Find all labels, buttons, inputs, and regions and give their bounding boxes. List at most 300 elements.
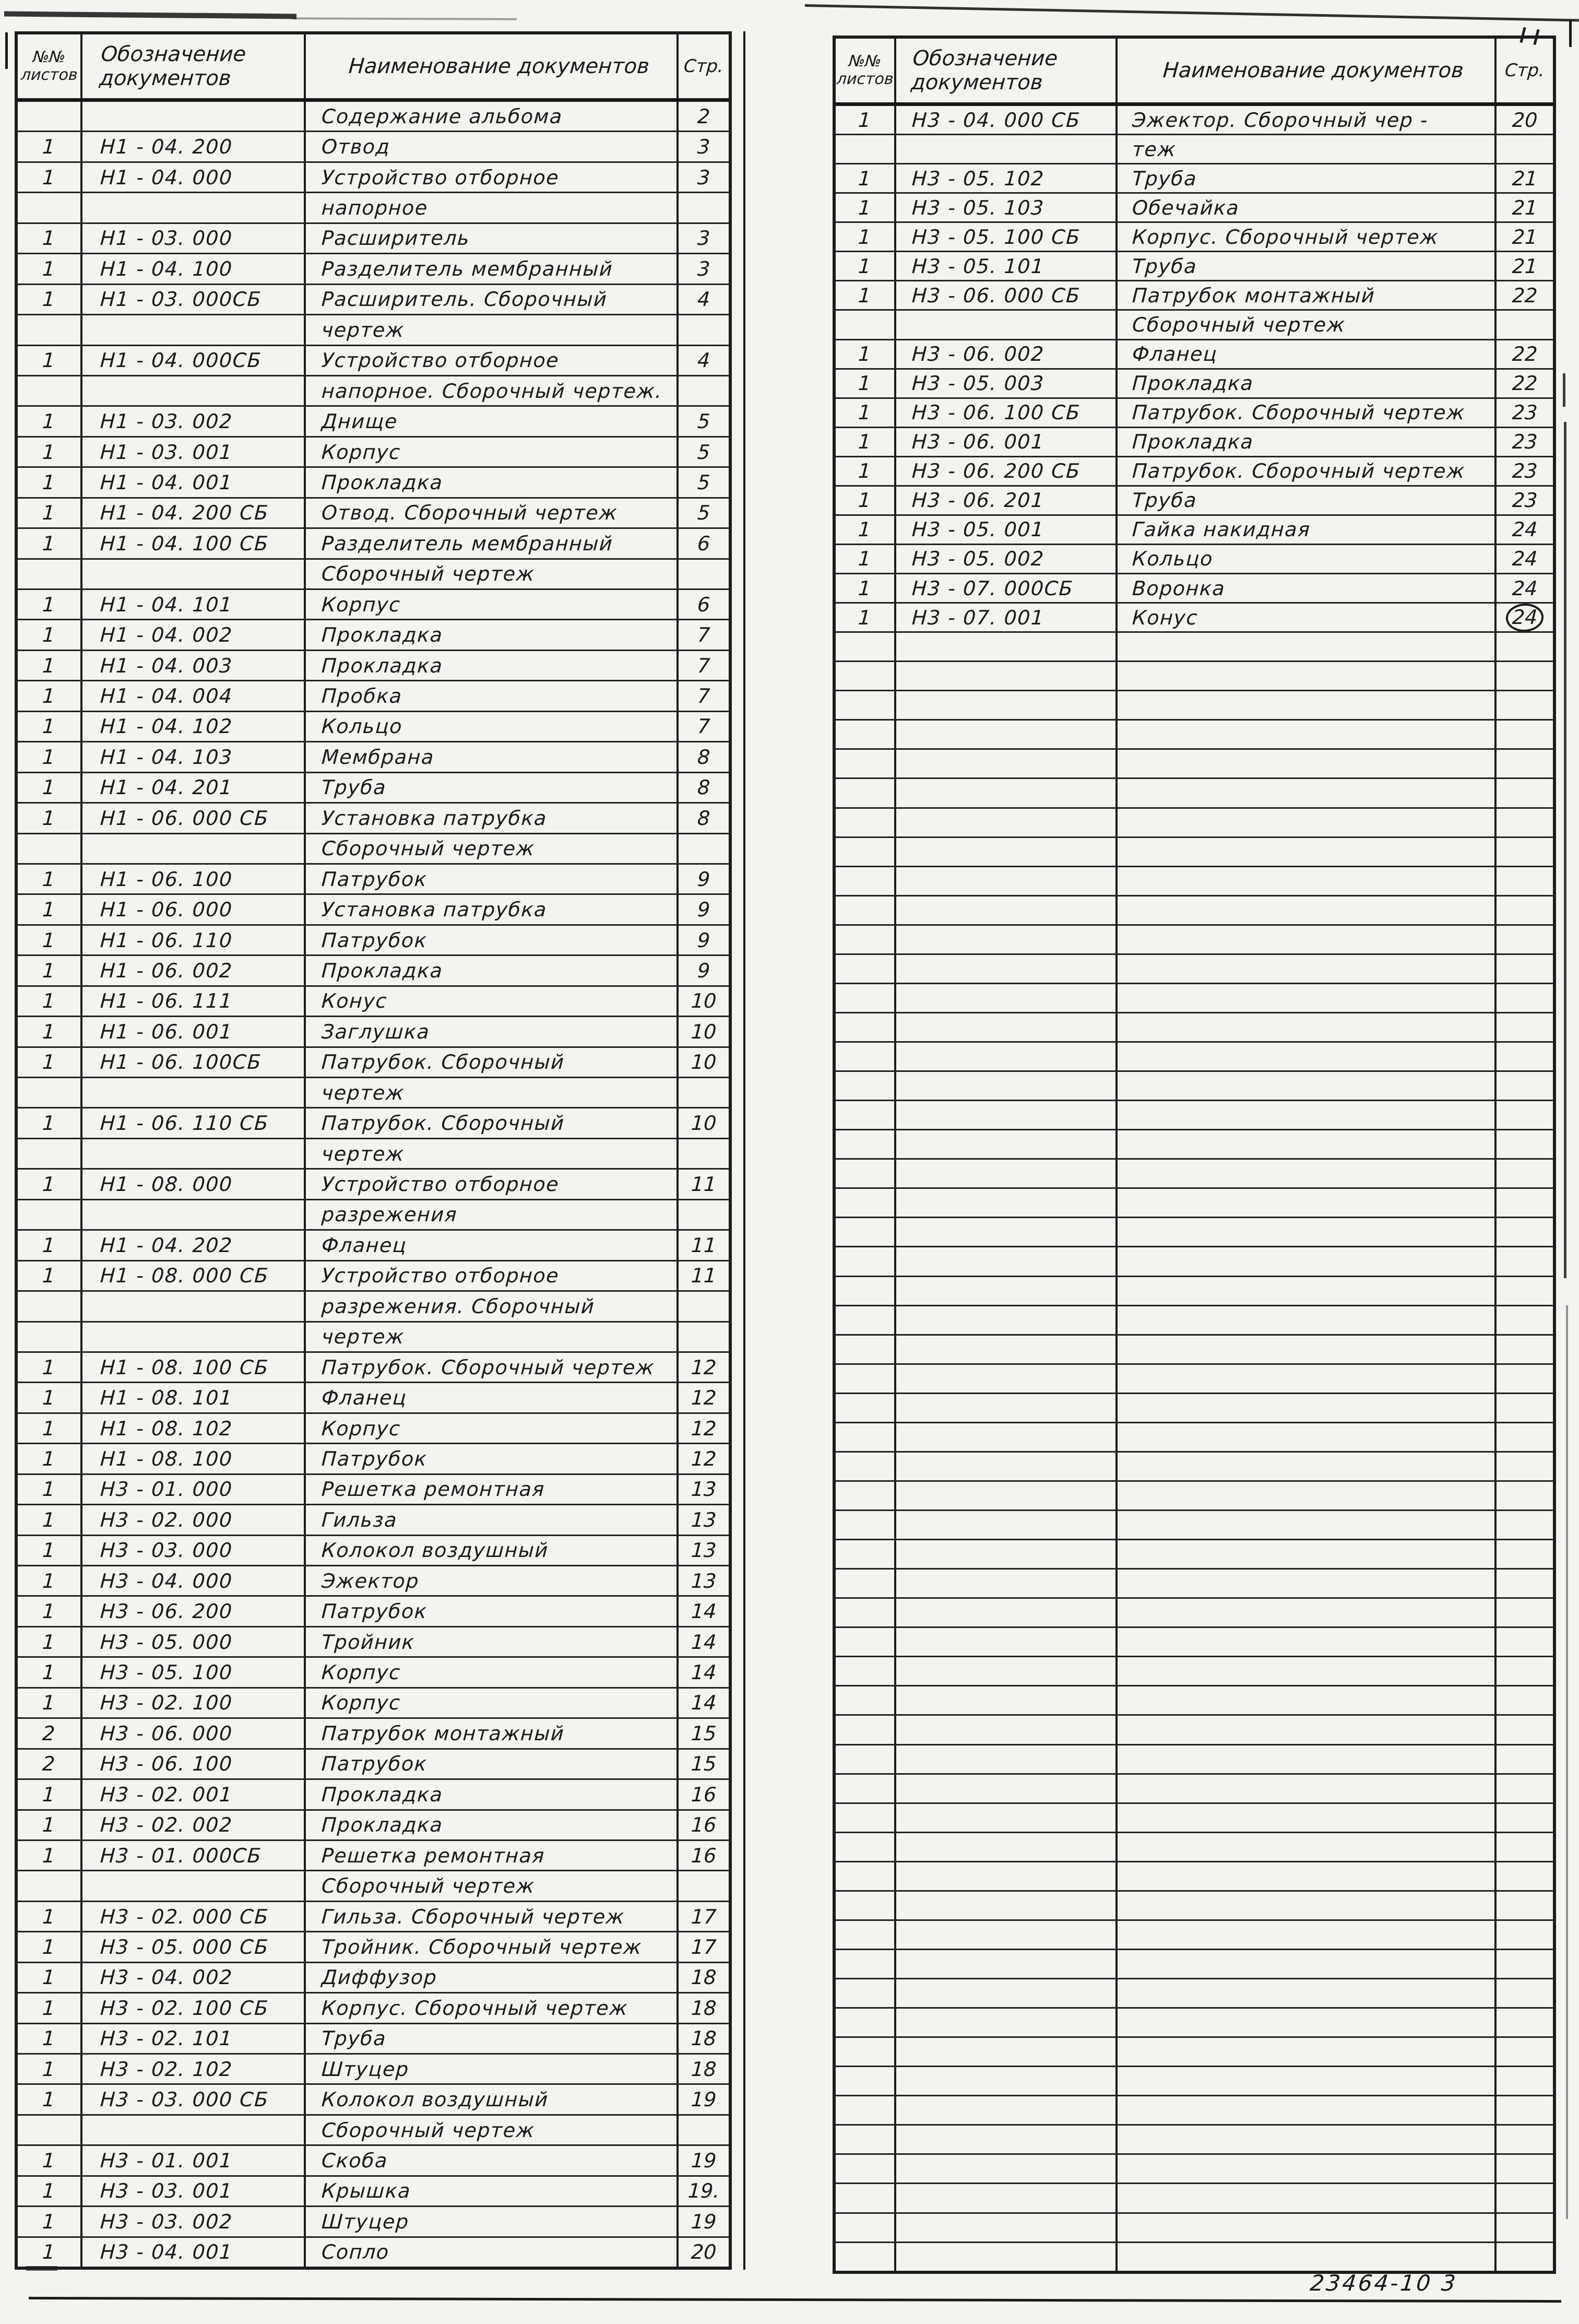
page-cell bbox=[1497, 1657, 1553, 1685]
sheets-count-cell bbox=[836, 1540, 896, 1568]
table-row bbox=[836, 487, 1553, 516]
cell-text: 1 bbox=[858, 401, 872, 424]
page-cell bbox=[1497, 750, 1553, 777]
cell-text: 9 bbox=[696, 867, 711, 891]
designation-cell bbox=[896, 1336, 1118, 1363]
cell-text: Тройник. Сборочный чертеж bbox=[320, 1935, 643, 1959]
name-cell bbox=[306, 1932, 679, 1961]
table-row bbox=[18, 2146, 729, 2176]
designation-cell bbox=[82, 1139, 306, 1168]
name-cell bbox=[306, 987, 679, 1016]
name-cell bbox=[1118, 106, 1497, 134]
table-row bbox=[836, 1540, 1553, 1570]
designation-cell bbox=[896, 1043, 1118, 1070]
name-cell bbox=[306, 1780, 679, 1809]
page-cell bbox=[1497, 1013, 1553, 1041]
sheets-count-cell bbox=[18, 468, 82, 497]
name-cell bbox=[1118, 896, 1497, 924]
designation-cell bbox=[82, 1414, 306, 1443]
cell-text: Штуцер bbox=[320, 2210, 410, 2233]
cell-text: Патрубок. Сборочный чертеж bbox=[320, 1355, 655, 1379]
designation-cell bbox=[82, 2055, 306, 2083]
cell-text: Фланец bbox=[1131, 343, 1218, 366]
designation-cell bbox=[82, 1231, 306, 1259]
designation-cell bbox=[896, 1950, 1118, 1978]
name-cell bbox=[306, 926, 679, 954]
name-cell bbox=[306, 2207, 679, 2236]
cell-text: Патрубок. Сборочный чертеж bbox=[1131, 401, 1466, 424]
page-cell bbox=[679, 1658, 729, 1686]
cell-text: 1 bbox=[42, 806, 56, 830]
cell-text: 21 bbox=[1511, 167, 1538, 190]
page-cell bbox=[1497, 223, 1553, 251]
table-row bbox=[18, 681, 729, 712]
page-cell bbox=[1497, 2067, 1553, 2095]
cell-text: Н1 - 04. 200 bbox=[99, 135, 233, 159]
name-cell bbox=[1118, 2155, 1497, 2183]
cell-text: Н1 - 06. 110 bbox=[99, 928, 233, 952]
page-cell bbox=[679, 1597, 729, 1625]
sheets-count-cell bbox=[836, 2126, 896, 2153]
name-header bbox=[1118, 39, 1497, 102]
designation-cell bbox=[896, 370, 1118, 397]
scan-artifact-corner-tick bbox=[1569, 20, 1572, 47]
name-cell bbox=[1118, 604, 1497, 631]
cell-text: Прокладка bbox=[320, 959, 444, 982]
table-row bbox=[18, 987, 729, 1017]
cell-text: 1 bbox=[42, 1630, 56, 1654]
cell-text: 3 bbox=[696, 135, 711, 159]
cell-text: Н3 - 05. 100 СБ bbox=[911, 225, 1082, 249]
page-cell bbox=[1497, 164, 1553, 192]
cell-text: Отвод. Сборочный чертеж bbox=[320, 501, 619, 525]
cell-text: Н3 - 07. 000СБ bbox=[911, 576, 1074, 600]
page-cell bbox=[679, 2177, 729, 2205]
table-row bbox=[836, 281, 1553, 311]
table-row bbox=[18, 1231, 729, 1261]
name-cell bbox=[306, 1200, 679, 1229]
cell-text: 22 bbox=[1511, 284, 1538, 307]
table-row bbox=[18, 1536, 729, 1566]
cell-text: 11 bbox=[690, 1264, 717, 1288]
cell-text: 7 bbox=[696, 654, 711, 677]
header-label: Обозначение документов bbox=[98, 42, 247, 90]
cell-text: 20 bbox=[690, 2240, 717, 2264]
designation-cell bbox=[82, 560, 306, 588]
sheets-count-cell bbox=[836, 721, 896, 748]
cell-text: Н1 - 04. 003 bbox=[99, 654, 233, 677]
page-cell bbox=[679, 1323, 729, 1351]
designation-cell bbox=[82, 742, 306, 771]
sheets-count-cell bbox=[836, 574, 896, 602]
table-row bbox=[836, 721, 1553, 750]
name-cell bbox=[306, 1597, 679, 1625]
name-cell bbox=[1118, 2126, 1497, 2153]
name-cell bbox=[1118, 662, 1497, 690]
designation-cell bbox=[896, 1686, 1118, 1714]
sheets-count-cell bbox=[18, 956, 82, 985]
cell-text: 1 bbox=[42, 227, 56, 250]
table-row bbox=[836, 2243, 1553, 2271]
designation-cell bbox=[896, 516, 1118, 544]
cell-text: 1 bbox=[858, 167, 872, 190]
table-row bbox=[18, 499, 729, 529]
table-row bbox=[836, 164, 1553, 194]
designation-cell bbox=[82, 804, 306, 832]
sheets-count-cell bbox=[836, 809, 896, 836]
cell-text: 1 bbox=[42, 1844, 56, 1867]
designation-cell bbox=[896, 984, 1118, 1012]
cell-text: 20 bbox=[1511, 108, 1538, 132]
designation-cell bbox=[82, 1048, 306, 1077]
page-cell bbox=[679, 376, 729, 405]
cell-text: 16 bbox=[690, 1813, 717, 1837]
sheets-count-cell bbox=[18, 865, 82, 893]
cell-text: 5 bbox=[696, 470, 711, 494]
sheets-count-cell bbox=[836, 1979, 896, 2007]
cell-text: 23 bbox=[1511, 489, 1538, 512]
name-cell bbox=[1118, 1657, 1497, 1685]
cell-text: Фланец bbox=[320, 1233, 408, 1257]
cell-text: Корпус. Сборочный чертеж bbox=[320, 1996, 629, 2020]
cell-text: 5 bbox=[696, 501, 711, 525]
designation-cell bbox=[896, 1540, 1118, 1568]
sheets-count-cell bbox=[836, 1804, 896, 1832]
page-cell bbox=[679, 438, 729, 466]
sheets-count-cell bbox=[836, 340, 896, 368]
cell-text: чертеж bbox=[320, 318, 405, 341]
designation-cell bbox=[896, 1013, 1118, 1041]
designation-cell bbox=[82, 590, 306, 619]
name-cell bbox=[1118, 2184, 1497, 2212]
cell-text: 1 bbox=[858, 489, 872, 512]
header-label: Наименование документов bbox=[1162, 58, 1465, 82]
table-row bbox=[18, 1170, 729, 1200]
name-cell bbox=[1118, 1453, 1497, 1480]
cell-text: Штуцер bbox=[320, 2057, 410, 2081]
cell-text: Н3 - 06. 201 bbox=[911, 489, 1045, 512]
page-cell bbox=[1497, 1979, 1553, 2007]
cell-text: Патрубок bbox=[320, 1447, 428, 1470]
designation-cell bbox=[896, 487, 1118, 514]
designation-cell bbox=[896, 1745, 1118, 1773]
name-cell bbox=[1118, 487, 1497, 514]
designation-cell bbox=[896, 1862, 1118, 1890]
cell-text: 16 bbox=[690, 1783, 717, 1806]
designation-cell bbox=[896, 809, 1118, 836]
table-row bbox=[836, 1511, 1553, 1540]
cell-text: Корпус bbox=[320, 1661, 401, 1684]
sheets-count-cell bbox=[836, 2214, 896, 2242]
cell-text: 1 bbox=[42, 1996, 56, 2020]
cell-text: 21 bbox=[1511, 225, 1538, 249]
table-row bbox=[18, 1658, 729, 1688]
designation-cell bbox=[896, 340, 1118, 368]
cell-text: Н1 - 04. 202 bbox=[99, 1233, 233, 1257]
page-cell bbox=[679, 285, 729, 314]
table-row bbox=[18, 1108, 729, 1139]
cell-text: 12 bbox=[690, 1355, 717, 1379]
cell-text: Н1 - 06. 111 bbox=[99, 989, 233, 1013]
cell-text: 8 bbox=[696, 745, 711, 769]
name-cell bbox=[1118, 1775, 1497, 1802]
designation-cell bbox=[896, 662, 1118, 690]
name-cell bbox=[1118, 164, 1497, 192]
page-cell bbox=[1497, 487, 1553, 514]
designation-cell bbox=[896, 779, 1118, 807]
cell-text: Н1 - 06. 100 bbox=[99, 867, 233, 891]
cell-text: Н3 - 04. 000 bbox=[99, 1569, 233, 1592]
name-cell bbox=[306, 2177, 679, 2205]
page-cell bbox=[1497, 1043, 1553, 1070]
cell-text: Патрубок bbox=[320, 1600, 428, 1623]
sheets-count-cell bbox=[836, 281, 896, 309]
table-row bbox=[836, 1130, 1553, 1160]
page-cell bbox=[679, 956, 729, 985]
sheets-count-cell bbox=[18, 1017, 82, 1046]
name-cell bbox=[1118, 1921, 1497, 1949]
designation-cell bbox=[896, 428, 1118, 456]
table-row bbox=[836, 1365, 1553, 1394]
name-cell bbox=[306, 193, 679, 222]
designation-cell bbox=[896, 955, 1118, 983]
designation-cell bbox=[82, 2177, 306, 2205]
page-cell bbox=[679, 1414, 729, 1443]
page-cell bbox=[679, 1841, 729, 1870]
cell-text: 6 bbox=[696, 532, 711, 555]
table-row bbox=[18, 560, 729, 590]
table-row bbox=[836, 896, 1553, 926]
table-row bbox=[18, 1689, 729, 1719]
cell-text: Н3 - 03. 000 bbox=[99, 1539, 233, 1562]
page-cell bbox=[1497, 2038, 1553, 2066]
page-cell bbox=[679, 468, 729, 497]
cell-text: 10 bbox=[690, 1051, 717, 1074]
cell-text: Прокладка bbox=[320, 623, 444, 647]
name-cell bbox=[306, 1536, 679, 1565]
sheets-count-cell bbox=[836, 1277, 896, 1305]
sheets-count-cell bbox=[836, 779, 896, 807]
cell-text: Диффузор bbox=[320, 1966, 438, 1989]
cell-text: 19 bbox=[690, 2210, 717, 2233]
cell-text: Сборочный чертеж bbox=[320, 562, 536, 586]
page-cell bbox=[679, 590, 729, 619]
designation-cell bbox=[82, 315, 306, 344]
name-cell bbox=[1118, 2038, 1497, 2066]
page-cell bbox=[679, 895, 729, 924]
page-cell bbox=[1497, 662, 1553, 690]
designation-cell bbox=[82, 1871, 306, 1900]
page-cell bbox=[679, 560, 729, 588]
cell-text: Сопло bbox=[320, 2240, 390, 2264]
sheets-count-cell bbox=[18, 102, 82, 131]
designation-cell bbox=[82, 1658, 306, 1686]
cell-text: 3 bbox=[696, 257, 711, 280]
table-row bbox=[18, 2085, 729, 2115]
cell-text: Корпус bbox=[320, 1691, 401, 1715]
sheets-count-cell bbox=[18, 1719, 82, 1748]
table-row bbox=[836, 2126, 1553, 2155]
designation-cell bbox=[896, 2038, 1118, 2066]
cell-text: Н1 - 03. 002 bbox=[99, 410, 233, 433]
name-cell bbox=[306, 1841, 679, 1870]
cell-text: Н3 - 04. 000 СБ bbox=[911, 108, 1082, 132]
name-cell bbox=[306, 1414, 679, 1443]
table-row bbox=[18, 1048, 729, 1078]
sheets-count-cell bbox=[18, 1475, 82, 1504]
name-cell bbox=[306, 590, 679, 619]
page-cell bbox=[1497, 1745, 1553, 1773]
cell-text: Н1 - 04. 002 bbox=[99, 623, 233, 647]
sheets-count-cell bbox=[18, 376, 82, 405]
page-cell bbox=[679, 1993, 729, 2022]
cell-text: 1 bbox=[42, 1691, 56, 1715]
name-cell bbox=[1118, 135, 1497, 163]
page-cell bbox=[679, 2024, 729, 2053]
page-cell bbox=[1497, 399, 1553, 427]
designation-cell bbox=[82, 1017, 306, 1046]
table-row bbox=[836, 926, 1553, 955]
sheets-count-cell bbox=[836, 2096, 896, 2124]
name-cell bbox=[306, 1323, 679, 1351]
table-row bbox=[836, 955, 1553, 984]
page-cell bbox=[1497, 1218, 1553, 1246]
sheets-count-cell bbox=[18, 1932, 82, 1961]
sheets-count-cell bbox=[836, 1892, 896, 1919]
sheets-count-header bbox=[836, 39, 896, 102]
table-row bbox=[836, 1101, 1553, 1130]
table-row bbox=[836, 194, 1553, 223]
cell-text: Н1 - 04. 001 bbox=[99, 470, 233, 494]
table-row bbox=[836, 633, 1553, 662]
cell-text: Патрубок bbox=[320, 928, 428, 952]
name-cell bbox=[306, 315, 679, 344]
table-row bbox=[18, 2177, 729, 2207]
cell-text: Воронка bbox=[1131, 576, 1226, 600]
cell-text: 21 bbox=[1511, 196, 1538, 219]
cell-text: 16 bbox=[690, 1844, 717, 1867]
table-row bbox=[836, 457, 1553, 487]
cell-text: 1 bbox=[858, 284, 872, 307]
page-cell bbox=[679, 1231, 729, 1259]
scan-artifact-right-edge-line bbox=[1566, 1305, 1568, 2219]
header-label: Стр. bbox=[1504, 60, 1546, 81]
designation-cell bbox=[82, 1353, 306, 1382]
cell-text: 1 bbox=[42, 654, 56, 677]
cell-text: 13 bbox=[690, 1478, 717, 1501]
page-cell bbox=[1497, 457, 1553, 485]
cell-text: Тройник bbox=[320, 1630, 415, 1654]
sheets-count-cell bbox=[18, 438, 82, 466]
cell-text: 1 bbox=[42, 928, 56, 952]
sheets-count-cell bbox=[18, 1993, 82, 2022]
cell-text: 1 bbox=[42, 440, 56, 464]
sheets-count-cell bbox=[18, 1353, 82, 1382]
sheets-count-cell bbox=[18, 1902, 82, 1931]
cell-text: 1 bbox=[42, 1661, 56, 1684]
name-cell bbox=[306, 1170, 679, 1198]
cell-text: 1 bbox=[42, 593, 56, 616]
cell-text: Кольцо bbox=[1131, 547, 1214, 571]
sheets-count-cell bbox=[836, 1570, 896, 1597]
table-row bbox=[836, 1775, 1553, 1804]
cell-text: 18 bbox=[690, 1996, 717, 2020]
cell-text: Н3 - 01. 000СБ bbox=[99, 1844, 263, 1867]
page-cell bbox=[679, 1200, 729, 1229]
table-row bbox=[18, 193, 729, 223]
table-row bbox=[836, 1570, 1553, 1599]
cell-text: 1 bbox=[858, 108, 872, 132]
cell-text: Н3 - 02. 001 bbox=[99, 1783, 233, 1806]
name-cell bbox=[1118, 1950, 1497, 1978]
cell-text: 1 bbox=[858, 430, 872, 454]
name-cell bbox=[306, 2146, 679, 2175]
cell-text: Н3 - 05. 100 bbox=[99, 1661, 233, 1684]
designation-cell bbox=[896, 691, 1118, 719]
cell-text: Н1 - 08. 101 bbox=[99, 1386, 233, 1410]
cell-text: 1 bbox=[42, 470, 56, 494]
table-row bbox=[836, 1043, 1553, 1072]
cell-text: 1 bbox=[42, 166, 56, 189]
cell-text: Н3 - 03. 000 СБ bbox=[99, 2088, 270, 2111]
name-cell bbox=[306, 1811, 679, 1839]
sheets-count-cell bbox=[836, 370, 896, 397]
cell-text: Прокладка bbox=[1131, 430, 1254, 454]
cell-text: Н1 - 04. 004 bbox=[99, 685, 233, 708]
name-cell bbox=[1118, 1833, 1497, 1861]
designation-cell bbox=[896, 1394, 1118, 1422]
name-cell bbox=[1118, 1306, 1497, 1334]
page-cell bbox=[1497, 1247, 1553, 1275]
table-row bbox=[836, 1453, 1553, 1482]
name-cell bbox=[306, 163, 679, 192]
sheets-count-cell bbox=[18, 1323, 82, 1351]
name-cell bbox=[306, 1261, 679, 1290]
sheets-count-cell bbox=[836, 2184, 896, 2212]
cell-text: 1 bbox=[42, 1813, 56, 1837]
designation-cell bbox=[896, 2184, 1118, 2212]
cell-text: Корпус bbox=[320, 1417, 401, 1440]
table-row bbox=[18, 1414, 729, 1444]
designation-cell bbox=[82, 2085, 306, 2114]
cell-text: Н3 - 04. 002 bbox=[99, 1966, 233, 1989]
name-cell bbox=[306, 407, 679, 435]
sheets-count-cell bbox=[18, 163, 82, 192]
cell-text: Н3 - 03. 002 bbox=[99, 2210, 233, 2233]
designation-cell bbox=[82, 681, 306, 710]
header-label: Обозначение документов bbox=[910, 46, 1059, 95]
cell-text: 1 bbox=[42, 2027, 56, 2050]
cell-text: теж bbox=[1131, 137, 1177, 161]
sheets-count-cell bbox=[18, 315, 82, 344]
name-cell bbox=[1118, 1277, 1497, 1305]
name-cell bbox=[306, 1108, 679, 1137]
table-row bbox=[836, 1336, 1553, 1365]
table-row bbox=[18, 1505, 729, 1536]
designation-cell bbox=[82, 407, 306, 435]
cell-text: 14 bbox=[690, 1630, 717, 1654]
cell-text: 6 bbox=[696, 593, 711, 616]
sheets-count-cell bbox=[836, 1511, 896, 1539]
cell-text: 1 bbox=[858, 576, 872, 600]
cell-text: Фланец bbox=[320, 1386, 408, 1410]
cell-text: 1 bbox=[42, 135, 56, 159]
table-row bbox=[18, 407, 729, 437]
designation-cell bbox=[896, 399, 1118, 427]
cell-text: Н3 - 01. 000 bbox=[99, 1478, 233, 1501]
sheets-count-cell bbox=[18, 560, 82, 588]
cell-text: 2 bbox=[42, 1721, 56, 1745]
